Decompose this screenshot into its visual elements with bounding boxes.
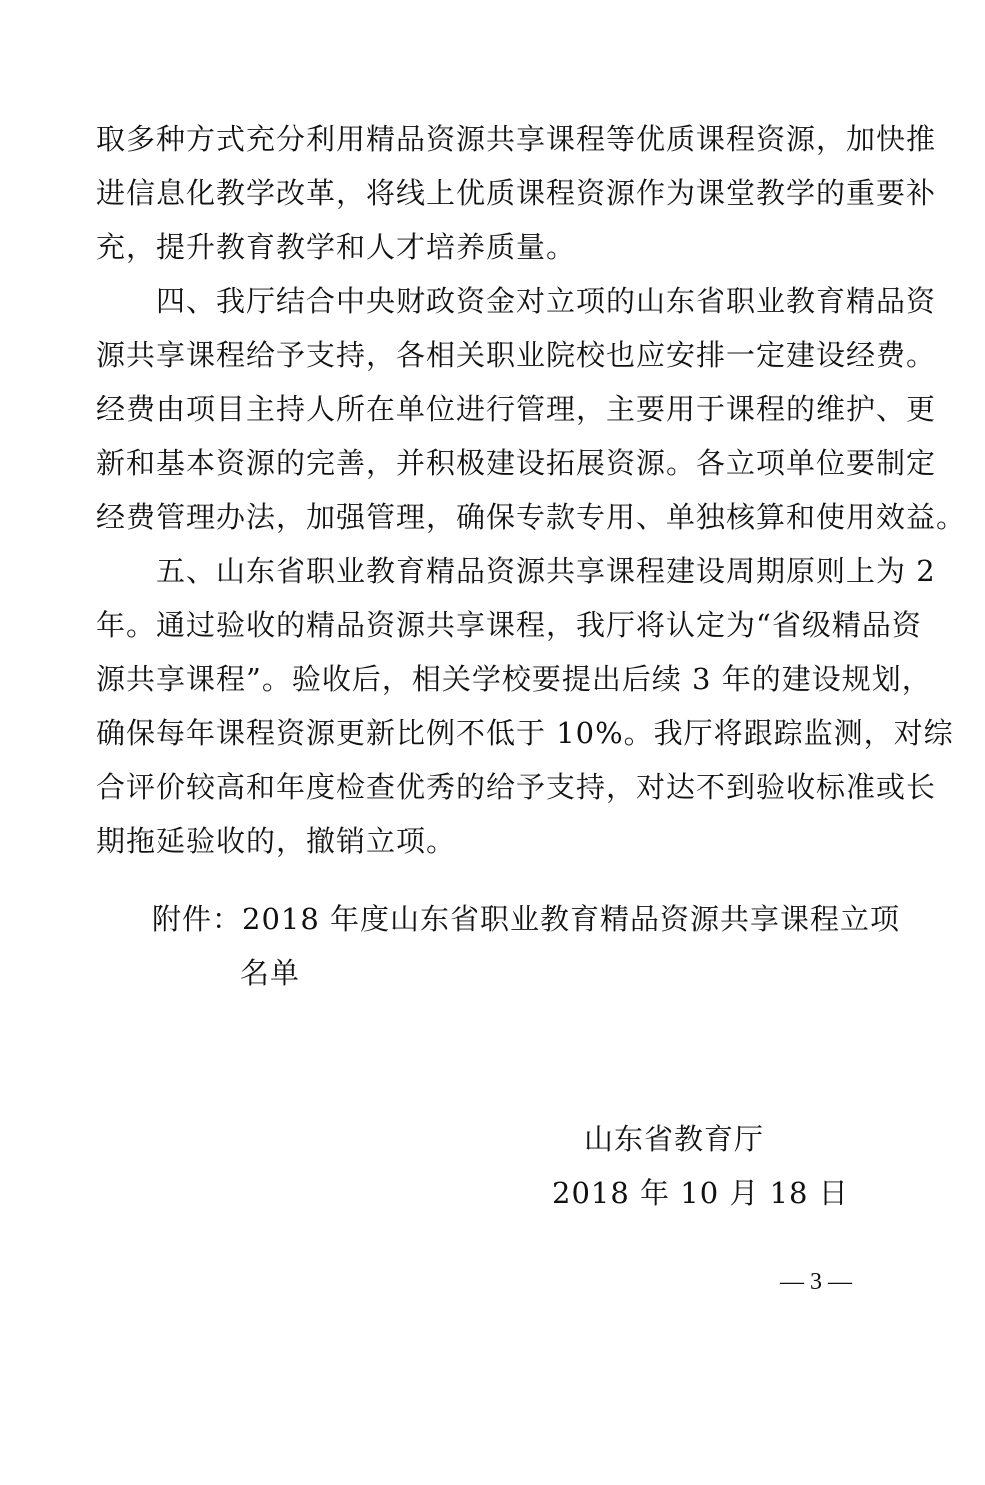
attachment-note <box>152 892 901 1000</box>
text-line: 充，提升教育教学和人才培养质量。 <box>96 230 577 264</box>
text-line: 四、我厅结合中央财政资金对立项的山东省职业教育精品资 <box>96 284 937 318</box>
text-line: 年。通过验收的精品资源共享课程，我厅将认定为“省级精品资 <box>96 608 922 642</box>
signature-block <box>520 1112 849 1220</box>
text-line: 经费管理办法，加强管理，确保专款专用、单独核算和使用效益。 <box>96 500 967 534</box>
text-line: 期拖延验收的，撤销立项。 <box>96 824 457 858</box>
text-line: 进信息化教学改革，将线上优质课程资源作为课堂教学的重要补 <box>96 176 937 210</box>
text-line: 源共享课程给予支持，各相关职业院校也应安排一定建设经费。 <box>96 338 937 372</box>
text-line: 确保每年课程资源更新比例不低于 10%。我厅将跟踪监测，对综 <box>96 716 954 750</box>
text-line: 新和基本资源的完善，并积极建设拓展资源。各立项单位要制定 <box>96 446 937 480</box>
issue-date: 2018 年 10 月 18 日 <box>552 1176 849 1210</box>
text-line: 取多种方式充分利用精品资源共享课程等优质课程资源，加快推 <box>96 122 937 156</box>
attachment-line: 附件：2018 年度山东省职业教育精品资源共享课程立项 <box>152 902 901 936</box>
issuing-organization: 山东省教育厅 <box>584 1122 765 1156</box>
page-number: — 3 — <box>780 1269 852 1295</box>
text-line: 源共享课程”。验收后，相关学校要提出后续 3 年的建设规划， <box>96 662 932 696</box>
text-line: 合评价较高和年度检查优秀的给予支持，对达不到验收标准或长 <box>96 770 937 804</box>
body-text <box>96 112 967 868</box>
attachment-line: 名单 <box>240 956 301 990</box>
text-line: 五、山东省职业教育精品资源共享课程建设周期原则上为 2 <box>96 554 936 588</box>
text-line: 经费由项目主持人所在单位进行管理，主要用于课程的维护、更 <box>96 392 937 426</box>
